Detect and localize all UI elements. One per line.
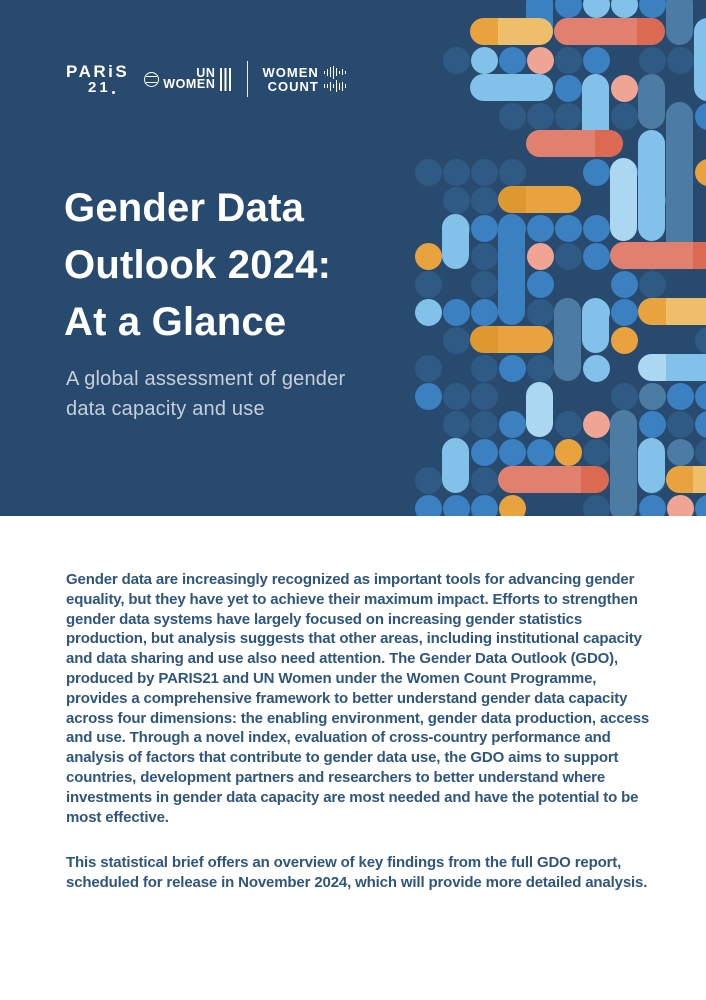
- pattern-dot: [667, 383, 694, 410]
- pattern-pill: [582, 298, 609, 353]
- pattern-dot: [639, 271, 666, 298]
- pattern-pill: [610, 158, 637, 241]
- pattern-pill: [638, 130, 665, 241]
- paris21-number: 21: [88, 79, 111, 96]
- pattern-pill: [694, 18, 706, 101]
- pattern-dot: [471, 355, 498, 382]
- intro-paragraph-1: Gender data are increasingly recognized as important tools for advancing gender equality, but they have yet to achieve their maximum impact. Efforts to strengthen gender data systems have largely focused on increasing gender statistics production, but analysis suggests that other areas, including institutional capacity and data sharing and use also need attention. The Gender Data Outlook (GDO), produced by PARIS21 and UN Women under the Women Count Programme, provides a comprehensive framework to better understand gender data capacity across four dimensions: the enabling environment, gender data production, access and use. Through a novel index, evaluation of cross-country performance and analysis of factors that contribute to gender data use, the GDO aims to support countries, development partners and researchers to better understand where investments in gender data capacity are most needed and have the potential to be most effective.: [66, 571, 650, 826]
- logo-divider: [247, 61, 248, 97]
- pattern-pill: [498, 186, 581, 213]
- pattern-dot: [695, 439, 706, 466]
- pattern-pill: [610, 410, 637, 516]
- pattern-dot: [583, 439, 610, 466]
- pattern-dot: [555, 411, 582, 438]
- pattern-dot: [583, 159, 610, 186]
- pattern-dot: [499, 159, 526, 186]
- tally-bars-icon: [324, 79, 347, 93]
- pattern-dot: [639, 0, 666, 18]
- pattern-dot: [639, 411, 666, 438]
- pattern-dot: [527, 103, 554, 130]
- pattern-dot: [471, 187, 498, 214]
- report-title: [64, 180, 331, 351]
- paris21-dot-icon: [112, 91, 115, 94]
- report-subtitle-line1: A global assessment of gender: [66, 368, 346, 390]
- pattern-dot: [415, 383, 442, 410]
- pattern-dot: [443, 327, 470, 354]
- pattern-dot: [667, 47, 694, 74]
- pattern-pill: [554, 298, 581, 381]
- pattern-pill: [554, 18, 665, 45]
- pattern-dot: [555, 439, 582, 466]
- pattern-dot: [611, 299, 638, 326]
- pattern-pill: [666, 466, 706, 493]
- pattern-dot: [443, 411, 470, 438]
- pattern-dot: [583, 215, 610, 242]
- un-women-flag-icon: [220, 68, 232, 91]
- pattern-pill: [442, 214, 469, 269]
- pattern-pill: [470, 18, 553, 45]
- pattern-dot: [639, 495, 666, 517]
- pattern-dot: [499, 47, 526, 74]
- report-subtitle: [66, 364, 345, 424]
- pattern-dot: [611, 383, 638, 410]
- pattern-dot: [471, 495, 498, 517]
- pattern-pill: [526, 382, 553, 437]
- pattern-dot: [415, 159, 442, 186]
- women-count-line2: [263, 79, 347, 93]
- pattern-pill: [470, 74, 553, 101]
- women-count-line1: [263, 65, 347, 79]
- pattern-pill: [442, 438, 469, 493]
- pattern-dot: [415, 271, 442, 298]
- pattern-dot: [471, 215, 498, 242]
- pattern-dot: [667, 495, 694, 517]
- pattern-pill: [638, 354, 706, 381]
- pattern-dot: [415, 495, 442, 517]
- pattern-dot: [555, 0, 582, 18]
- un-women-wordmark: [163, 65, 216, 91]
- women-count-word1: WOMEN: [262, 64, 319, 80]
- pattern-dot: [527, 271, 554, 298]
- logo-row: [66, 55, 346, 103]
- pattern-dot: [611, 0, 638, 18]
- pattern-dot: [695, 327, 706, 354]
- pattern-dot: [471, 243, 498, 270]
- pattern-dot: [415, 355, 442, 382]
- pattern-dot: [667, 439, 694, 466]
- pattern-dot: [583, 0, 610, 18]
- pattern-dot: [443, 383, 470, 410]
- report-title-line2: Outlook 2024:: [64, 243, 332, 287]
- pattern-dot: [555, 243, 582, 270]
- un-women-logo: [144, 65, 231, 91]
- pattern-dot: [639, 383, 666, 410]
- report-title-line1: Gender Data: [64, 186, 305, 230]
- pattern-dot: [527, 243, 554, 270]
- pattern-dot: [415, 467, 442, 494]
- pattern-dot: [555, 215, 582, 242]
- pattern-dot: [695, 103, 706, 130]
- pattern-dot: [583, 243, 610, 270]
- pattern-dot: [499, 355, 526, 382]
- pattern-dot: [499, 439, 526, 466]
- pattern-pill: [526, 130, 623, 157]
- women-count-logo: [263, 65, 347, 93]
- pattern-dot: [639, 47, 666, 74]
- pattern-dot: [611, 103, 638, 130]
- pattern-dot: [415, 299, 442, 326]
- pattern-dot: [527, 439, 554, 466]
- pattern-pill: [666, 0, 693, 45]
- pattern-dot: [443, 187, 470, 214]
- pattern-dot: [527, 47, 554, 74]
- pattern-dot: [555, 47, 582, 74]
- tally-bars-icon: [324, 65, 347, 79]
- report-subtitle-line2: data capacity and use: [66, 398, 265, 420]
- pattern-dot: [583, 495, 610, 517]
- pattern-dot: [471, 271, 498, 298]
- un-women-line2: WOMEN: [163, 77, 216, 91]
- pattern-pill: [638, 298, 706, 325]
- paris21-logo: [66, 63, 129, 95]
- intro-paragraph-2: This statistical brief offers an overview of key findings from the full GDO report, scheduled for release in November 2024, which will provide more detailed analysis.: [66, 854, 648, 892]
- pattern-dot: [471, 159, 498, 186]
- paris21-wordmark-number: [88, 80, 129, 95]
- pattern-dot: [471, 47, 498, 74]
- pattern-dot: [443, 299, 470, 326]
- pattern-dot: [611, 271, 638, 298]
- women-count-word2: COUNT: [267, 78, 319, 94]
- pattern-dot: [695, 383, 706, 410]
- pattern-dot: [555, 75, 582, 102]
- pattern-pill: [638, 438, 665, 493]
- pattern-dot: [695, 411, 706, 438]
- pattern-pill: [638, 74, 665, 129]
- pattern-dot: [583, 355, 610, 382]
- pattern-dot: [471, 299, 498, 326]
- pattern-pill: [470, 326, 553, 353]
- pattern-dot: [527, 355, 554, 382]
- pattern-dot: [499, 411, 526, 438]
- pattern-dot: [471, 439, 498, 466]
- pattern-dot: [415, 243, 442, 270]
- pattern-dot: [527, 215, 554, 242]
- pattern-dot: [695, 159, 706, 186]
- pattern-dot: [471, 467, 498, 494]
- pattern-dot: [471, 411, 498, 438]
- un-emblem-icon: [144, 72, 159, 87]
- pattern-dot: [611, 327, 638, 354]
- pattern-dot: [527, 299, 554, 326]
- pattern-dot: [555, 103, 582, 130]
- pattern-pill: [498, 466, 609, 493]
- pattern-dot: [443, 159, 470, 186]
- pattern-pill: [498, 214, 525, 325]
- report-title-line3: At a Glance: [64, 300, 287, 344]
- pattern-dot: [583, 411, 610, 438]
- pattern-dot: [667, 411, 694, 438]
- pattern-dot: [443, 47, 470, 74]
- paris21-wordmark: PARiS: [66, 62, 130, 81]
- pattern-dot: [499, 103, 526, 130]
- pattern-dot: [443, 495, 470, 517]
- pattern-dot: [583, 47, 610, 74]
- pattern-pill: [610, 242, 706, 269]
- pattern-dot: [499, 495, 526, 517]
- pattern-dot: [611, 75, 638, 102]
- un-women-line1: UN: [196, 65, 216, 80]
- pattern-dot: [695, 495, 706, 517]
- pattern-dot: [471, 383, 498, 410]
- intro-section: [66, 570, 658, 919]
